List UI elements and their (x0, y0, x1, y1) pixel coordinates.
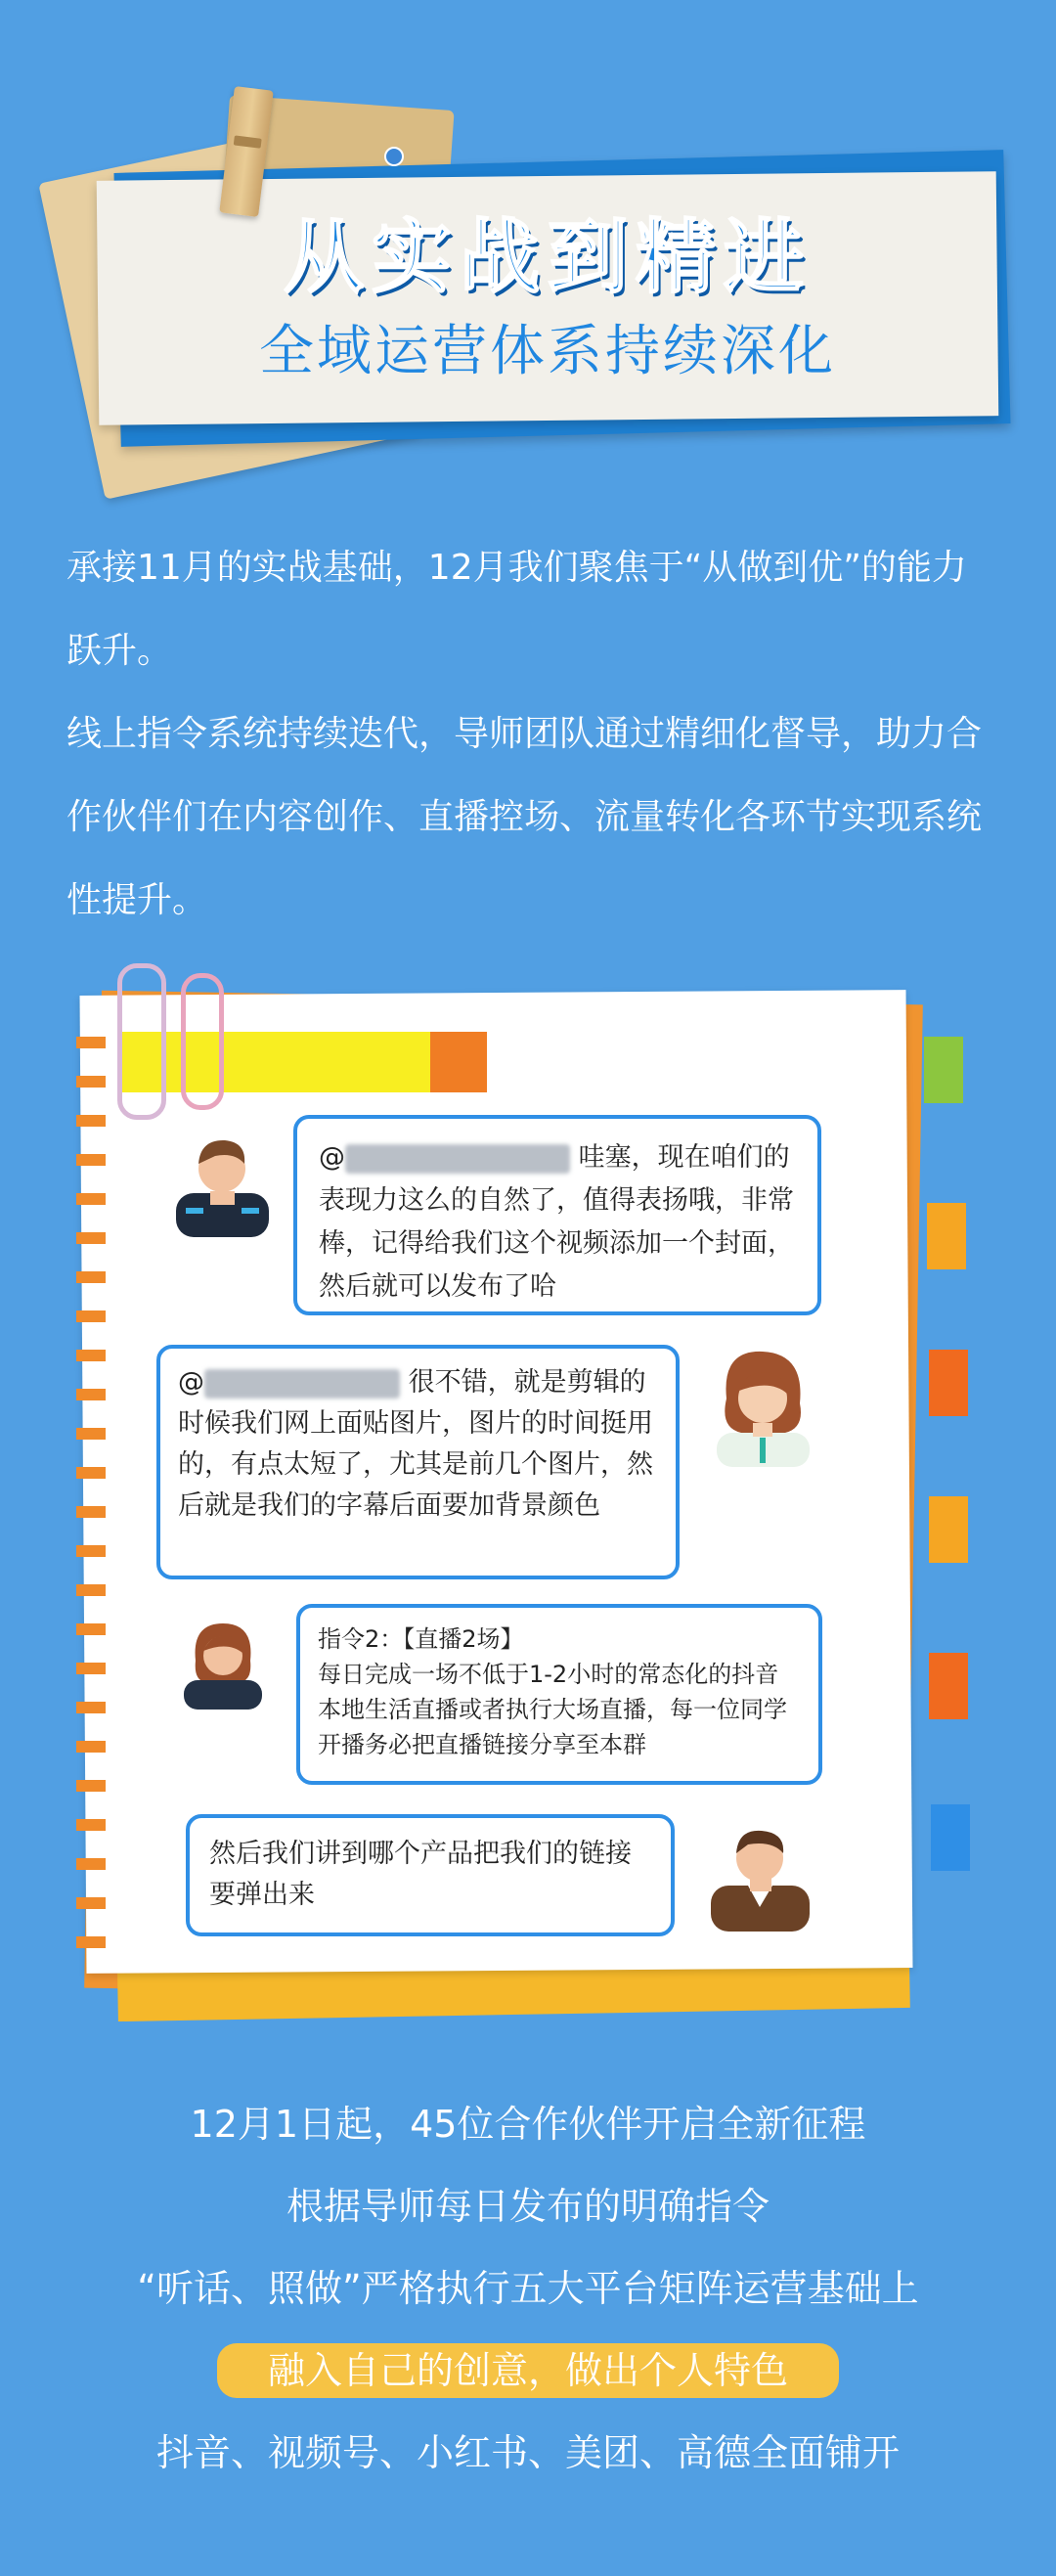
side-tab (929, 1653, 968, 1719)
male-avatar-icon (699, 1809, 821, 1932)
summary-line: 根据导师每日发布的明确指令 (286, 2185, 770, 2228)
chat-message: 很不错，就是剪辑的时候我们网上面贴图片，图片的时间挺用的，有点太短了，尤其是前几个图片，然后就是我们的字幕后面要加背景颜色 (178, 1367, 653, 1521)
summary-line: 抖音、视频号、小红书、美团、高德全面铺开 (155, 2431, 900, 2474)
side-tab (924, 1037, 963, 1103)
female-avatar-icon (174, 1612, 272, 1710)
mention-prefix: @ (178, 1367, 204, 1398)
blurred-username (345, 1144, 570, 1174)
title-card (0, 0, 1056, 509)
summary-line-highlighted (0, 2330, 1056, 2412)
blurred-username (204, 1369, 400, 1399)
side-tab (927, 1203, 966, 1269)
mention-prefix: @ (319, 1142, 345, 1173)
intro-text (66, 526, 995, 942)
summary-line: 12月1日起，45位合作伙伴开启全新征程 (190, 2103, 866, 2146)
chat-message: 哇塞，现在咱们的表现力这么的自然了，值得表扬哦，非常棒，记得给我们这个视频添加一个封面，然后就可以发布了哈 (319, 1142, 794, 1302)
summary-line: “听话、照做”严格执行五大平台矩阵运营基础上 (137, 2267, 919, 2310)
chat-bubble (293, 1115, 821, 1315)
highlight-square (430, 1032, 487, 1092)
page-title: 从实战到精进 (283, 211, 812, 304)
intro-paragraph: 承接11月的实战基础，12月我们聚焦于“从做到优”的能力跃升。 (66, 548, 967, 671)
chat-message: 然后我们讲到哪个产品把我们的链接要弹出来 (209, 1839, 632, 1910)
highlighted-text: 融入自己的创意，做出个人特色 (217, 2343, 839, 2398)
female-avatar-icon (702, 1340, 824, 1467)
summary-text (0, 2083, 1056, 2494)
side-tab (931, 1804, 970, 1871)
side-tab (929, 1350, 968, 1416)
intro-paragraph: 线上指令系统持续迭代，导师团队通过精细化督导，助力合作伙伴们在内容创作、直播控场、流量转化各环节实现系统性提升。 (66, 714, 983, 920)
chat-bubble (186, 1814, 675, 1936)
pin-icon (384, 147, 404, 166)
notebook-spiral (76, 1017, 106, 1956)
paperclip-icon (181, 973, 224, 1110)
paperclip-icon (117, 963, 166, 1120)
instruction-title: 指令2：【直播2场】 (318, 1625, 524, 1653)
male-avatar-icon (166, 1125, 279, 1237)
page-subtitle: 全域运营体系持续深化 (259, 320, 836, 383)
side-tab (929, 1496, 968, 1563)
chat-message: 每日完成一场不低于1-2小时的常态化的抖音本地生活直播或者执行大场直播，每一位同学开播务必把直播链接分享至本群 (318, 1661, 787, 1758)
chat-bubble (156, 1345, 680, 1579)
chat-bubble (296, 1604, 822, 1785)
